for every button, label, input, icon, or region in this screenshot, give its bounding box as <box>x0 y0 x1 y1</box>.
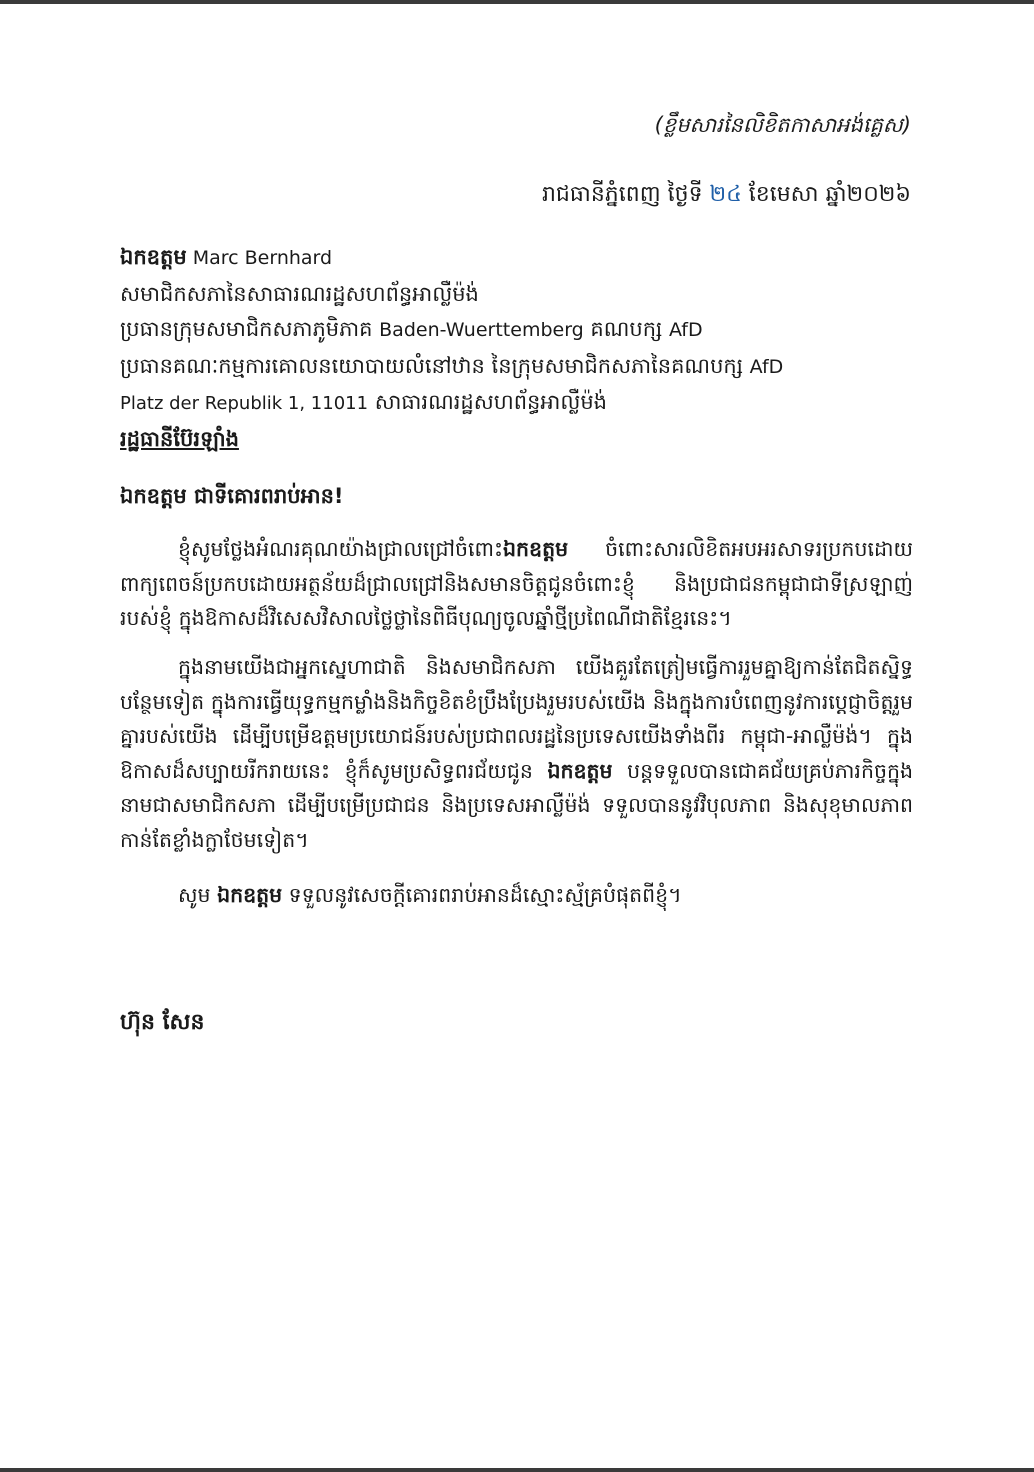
address-line-1: សមាជិកសភានៃសាធារណរដ្ឋសហព័ន្ធអាល្លឺម៉ង់ <box>120 281 479 306</box>
recipient-line <box>120 240 915 277</box>
page-top-border <box>0 0 1034 4</box>
paragraph-3 <box>120 878 913 913</box>
recipient-name: Marc Bernhard <box>186 247 333 269</box>
paragraph-3-honorific: ឯកឧត្តម <box>217 883 283 907</box>
paragraph-3-b: ទទួលនូវសេចក្តីគោរពរាប់អានដ៏ស្មោះស្ម័គ្របំផុតពីខ្ញុំ។ <box>282 883 682 907</box>
date-prefix: រាជធានីភ្នំពេញ ថ្ងៃទី <box>541 182 710 207</box>
address-line-2-kh2: គណបក្ស <box>583 317 669 341</box>
recipient-address <box>120 240 915 457</box>
paragraph-1-b: ចំពោះសារលិខិតអបអរសាទរប្រកបដោយពាក្យពេចន៍ប្រកបដោយអត្ថន័យដ៏ជ្រាលជ្រៅនិងសមានចិត្តជូនចំពោះខ្ញុំ និងប្រជាជនកម្ពុជាជាទីស្រឡាញ់របស់ខ្ញុំ ក្នុងឱកាសដ៏វិសេសវិសាលថ្លៃថ្លានៃពិធីបុណ្យចូលឆ្នាំថ្មីប្រពៃណីជាតិខ្មែរនេះ។ <box>120 537 913 630</box>
address-line-3-kh: ប្រធានគណៈកម្មការគោលនយោបាយលំនៅឋាន នៃក្រុមសមាជិកសភានៃគណបក្ស <box>120 353 750 378</box>
address-line-2-kh: ប្រធានក្រុមសមាជិកសភាភូមិភាគ <box>120 317 380 341</box>
address-line-2-region: Baden-Wuerttemberg <box>379 319 584 341</box>
paragraph-1-honorific: ឯកឧត្តម <box>503 537 569 561</box>
city-name: រដ្ឋធានីប៊ែរឡាំង <box>120 426 239 451</box>
address-line-4 <box>120 385 915 422</box>
page-bottom-border <box>0 1468 1034 1472</box>
paragraph-2-honorific: ឯកឧត្តម <box>547 758 613 783</box>
paragraph-3-a: សូម <box>178 883 218 907</box>
paragraph-1 <box>120 532 913 636</box>
salutation: ឯកឧត្តម ជាទីគោរពរាប់អាន! <box>120 484 344 508</box>
date-suffix: ខែមេសា ឆ្នាំ២០២៦ <box>741 182 911 207</box>
address-line-4-street: Platz der Republik 1, 11011 <box>120 393 369 414</box>
paragraph-2-a: ក្នុងនាមយើងជាអ្នកស្នេហាជាតិ និងសមាជិកសភា យើងគួរតែត្រៀមធ្វើការរួមគ្នាឱ្យកាន់តែជិតស្និទ្ធបន្ថែមទៀត ក្នុងការធ្វើយុទ្ធកម្មកម្លាំងនិងកិច្ចខិតខំប្រឹងប្រែងរួមរបស់យើង និងក្នុងការបំពេញនូវការប្តេជ្ញាចិត្តរួមគ្នារបស់យើង ដើម្បីបម្រើឧត្តមប្រយោជន៍របស់ប្រជាពលរដ្ឋនៃប្រទេសយើងទាំងពីរ កម្ពុជា-អាល្លឺម៉ង់។ ក្នុងឱកាសដ៏សប្បាយរីករាយនេះ ខ្ញុំក៏សូមប្រសិទ្ធពរជ័យជូន <box>120 655 913 783</box>
address-line-2-party: AfD <box>668 319 703 341</box>
address-line-3 <box>120 349 915 386</box>
address-line-2 <box>120 312 915 349</box>
translation-note: (ខ្លឹមសារនៃលិខិតកាសាអង់គ្លេស) <box>654 113 911 137</box>
recipient-title: ឯកឧត្តម <box>120 245 187 269</box>
date-day: ២៤ <box>709 182 742 207</box>
signature-name: ហ៊ុន សែន <box>120 1010 205 1035</box>
address-line-3-party: AfD <box>749 355 784 378</box>
paragraph-1-a: ខ្ញុំសូមថ្លែងអំណរគុណយ៉ាងជ្រាលជ្រៅចំពោះ <box>178 537 504 561</box>
date-line <box>542 180 911 212</box>
address-city <box>120 422 915 458</box>
paragraph-2 <box>120 650 913 857</box>
address-line-4-country: សាធារណរដ្ឋសហព័ន្ធអាល្លឺម៉ង់ <box>368 390 608 414</box>
paragraph-2-b: បន្តទទួលបានជោគជ័យគ្រប់ភារកិច្ចក្នុងនាមជាសមាជិកសភា ដើម្បីបម្រើប្រជាជន និងប្រទេសអាល្លឺម៉ង់ ទទួលបាននូវវិបុលភាព និងសុខុមាលភាពកាន់តែខ្លាំងក្លាថែមទៀត។ <box>120 758 913 852</box>
